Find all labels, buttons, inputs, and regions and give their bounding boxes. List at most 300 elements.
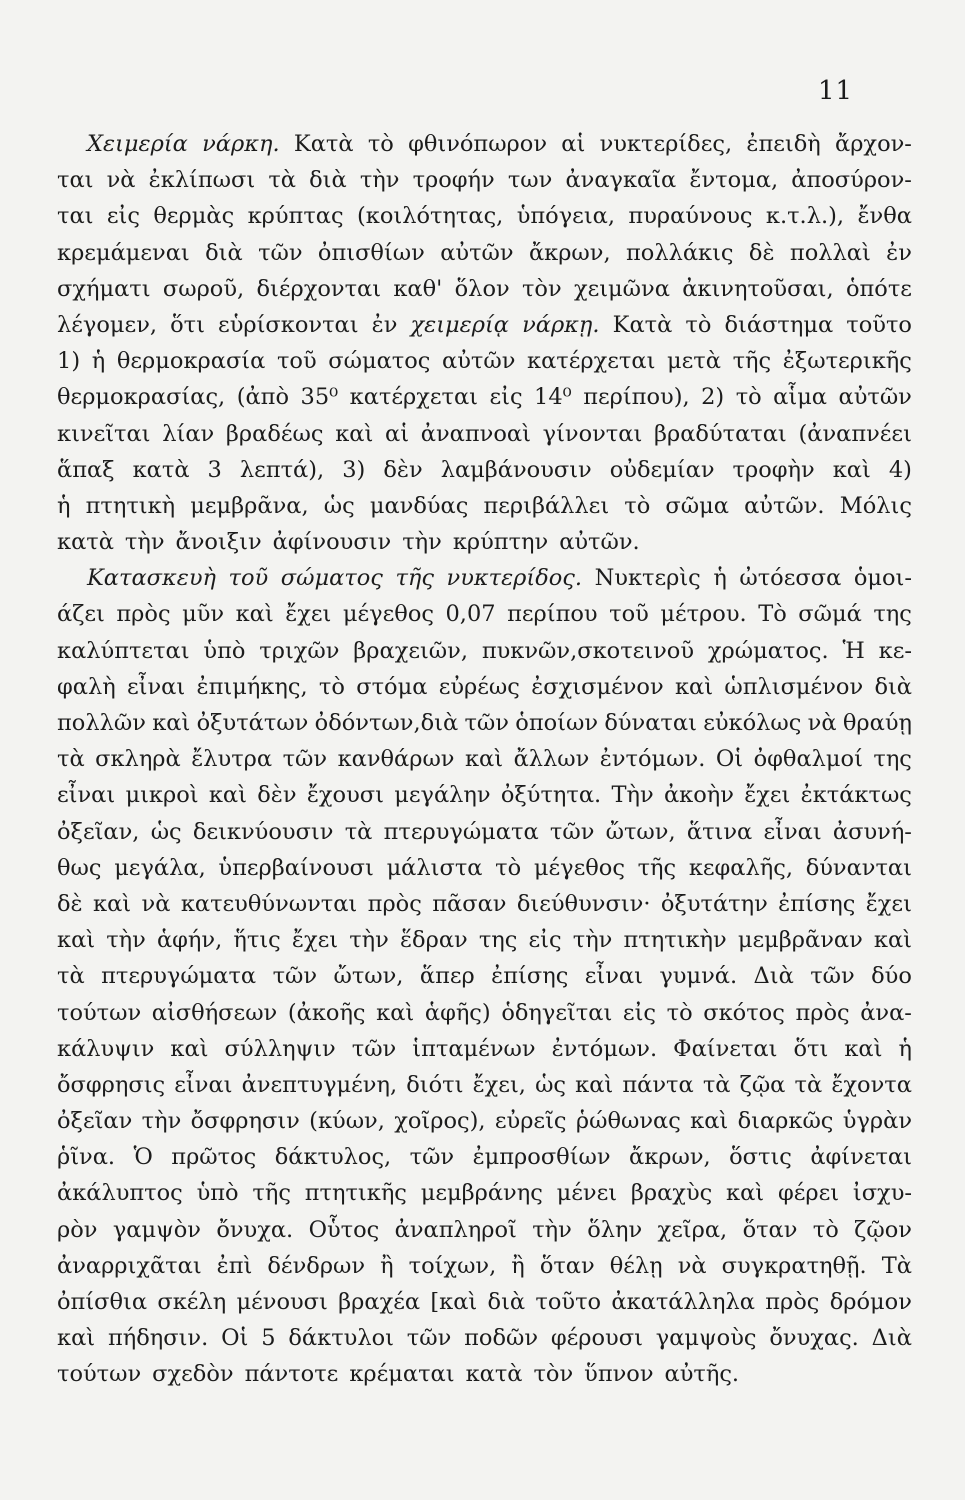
- italic-word: νάρκη.: [202, 131, 280, 157]
- word: χοῖρος),: [394, 1108, 486, 1135]
- text-line: [57, 995, 912, 1031]
- word: ἀκοὴν: [663, 782, 734, 809]
- word: δάκτυλοι: [288, 1325, 394, 1352]
- word: φέρει: [777, 1180, 840, 1207]
- word: άζει: [57, 601, 105, 628]
- word: τριχῶν: [259, 637, 340, 664]
- word: ἀναπληροῖ: [394, 1216, 517, 1243]
- word: ὄσφρησιν: [190, 1108, 300, 1135]
- text-line: [57, 669, 912, 705]
- word: τὸ: [367, 131, 394, 157]
- word: Διὰ: [871, 1325, 912, 1352]
- word: τὰ: [794, 1071, 823, 1098]
- word: ζῷον: [854, 1216, 912, 1243]
- word: 14⁰: [534, 384, 572, 411]
- word: πρὸς: [765, 1289, 820, 1315]
- word: ἀφίνεται: [810, 1144, 912, 1171]
- word: τὸ: [318, 673, 345, 700]
- word: πρὸς: [795, 999, 850, 1026]
- word: ἐν: [371, 311, 398, 338]
- word: τῶν: [406, 1325, 452, 1352]
- word: ἐπειδὴ: [746, 131, 821, 157]
- word: πήδησιν.: [107, 1325, 209, 1352]
- word: τὸ: [685, 311, 712, 338]
- word: ἐκτάκτως: [800, 782, 912, 809]
- word: ὀδόντων,διὰ: [314, 710, 459, 736]
- word: πολλαὶ: [789, 239, 871, 266]
- text-line: [57, 343, 912, 379]
- word: αἷμα: [773, 384, 828, 411]
- word: πτερυγώματα: [101, 963, 257, 990]
- text-line: [57, 741, 912, 777]
- word: [καὶ: [430, 1289, 478, 1315]
- word: πτερυγώματα: [383, 818, 539, 845]
- word: μικροὶ: [125, 782, 199, 809]
- text-line: [57, 596, 912, 632]
- word: πτητικὴ: [85, 492, 176, 519]
- word: ὁπότε: [845, 275, 912, 302]
- word: τὴν: [124, 529, 165, 556]
- word: τῆς: [732, 348, 772, 375]
- word: περιβάλλει: [483, 492, 610, 519]
- word: θραύῃ: [842, 710, 912, 736]
- italic-word: σώματος: [280, 565, 383, 592]
- text-line: [57, 1103, 912, 1139]
- word: καὶ: [57, 927, 96, 954]
- word: ὅτι: [170, 311, 205, 338]
- word: διὰ: [874, 673, 912, 700]
- word: εἶναι: [57, 782, 116, 809]
- word: τὰ: [344, 818, 373, 845]
- word: 3: [207, 456, 222, 483]
- word: ἀκινητοῦσαι,: [682, 275, 834, 302]
- word: ὀξυτάτην: [660, 890, 768, 917]
- text-line: [57, 850, 912, 886]
- word: τὰ: [702, 1071, 731, 1098]
- word: καλύπτεται: [57, 637, 190, 664]
- word: ἔντομα,: [689, 167, 779, 194]
- text-line: [57, 1320, 912, 1356]
- text-line: [57, 271, 912, 307]
- word: κανθάρων: [337, 746, 455, 773]
- word: Τὴν: [611, 782, 654, 809]
- word: εὐκόλως: [703, 710, 802, 736]
- word: τὸν: [521, 275, 562, 302]
- word: ἄρχον-: [835, 131, 912, 157]
- word: θερμοκρασίας,: [57, 384, 226, 411]
- word: τροφὴν: [732, 456, 815, 483]
- word: σῶμά: [798, 601, 862, 628]
- word: ἀσυνή-: [832, 818, 912, 845]
- word: κε-: [878, 637, 912, 664]
- word: ἕδραν: [399, 927, 468, 954]
- word: σώματος: [328, 348, 431, 375]
- word: 3): [342, 456, 366, 483]
- word: διεύθυνσιν·: [516, 890, 651, 917]
- word: λαμβάνουσιν: [440, 456, 592, 483]
- word: λίαν: [162, 420, 215, 447]
- word: θερμοκρασία: [116, 348, 266, 375]
- word: δάκτυλος,: [274, 1144, 392, 1171]
- word: ἔχει: [744, 782, 791, 809]
- word: τροφήν: [412, 167, 495, 194]
- word: κατὰ: [132, 456, 190, 483]
- word: Ἡ: [842, 637, 865, 664]
- word: τοῦ: [276, 348, 317, 375]
- word: ποδῶν: [464, 1325, 539, 1352]
- word: ὤτων,: [333, 963, 404, 990]
- word: κατέρχεται: [527, 348, 656, 375]
- word: σῶμα: [665, 492, 729, 519]
- word: ὑπὸ: [196, 1180, 239, 1207]
- word: πρῶτος: [171, 1144, 257, 1171]
- italic-word: τῆς: [395, 565, 434, 592]
- italic-word: χειμερίᾳ: [410, 311, 509, 338]
- word: κατὰ: [465, 1361, 523, 1388]
- word: καὶ: [674, 673, 714, 700]
- word: τὰ: [57, 963, 85, 990]
- word: σκληρὰ: [95, 746, 181, 773]
- word: καὶ: [335, 420, 374, 447]
- word: λέγομεν,: [57, 311, 158, 338]
- word: συγκρατηθῇ.: [721, 1252, 867, 1279]
- word: καὶ: [575, 1071, 614, 1098]
- word: τῶν: [464, 710, 509, 736]
- word: ἐντόμων.: [599, 746, 706, 773]
- word: ὡπλισμένον: [724, 673, 864, 700]
- word: κρέμαται: [349, 1361, 455, 1388]
- word: Τὰ: [881, 1252, 912, 1279]
- word: τοίχων,: [408, 1252, 497, 1279]
- word: περίπου: [507, 601, 598, 628]
- word: της: [478, 927, 518, 954]
- word: καὶ: [152, 710, 191, 736]
- word: αἰσθήσεων: [151, 999, 278, 1026]
- word: εὐρεῖς: [494, 1108, 567, 1135]
- word: κρύπτην: [452, 529, 549, 556]
- word: τὸ: [735, 384, 762, 411]
- word: ἁφῆς): [424, 999, 491, 1026]
- word: ὅτι: [793, 1035, 829, 1062]
- word: καθ': [393, 275, 443, 302]
- word: 35⁰: [300, 384, 339, 411]
- word: δύο: [871, 963, 912, 990]
- word: Φαίνεται: [673, 1035, 778, 1062]
- word: δὲν: [383, 456, 423, 483]
- text-line: [57, 235, 912, 271]
- word: τῶν: [258, 239, 303, 266]
- word: ἄκρων,: [528, 239, 611, 266]
- word: κρεμάμεναι: [57, 239, 190, 266]
- text-line: [57, 379, 912, 415]
- text-line: [57, 198, 912, 234]
- word: διὰ: [309, 167, 347, 194]
- word: ἔχει: [285, 601, 332, 628]
- word: ἀναπνοαὶ: [420, 420, 531, 447]
- word: εἰς: [106, 203, 140, 230]
- word: Ὁ: [133, 1144, 153, 1171]
- word: ὀξύτητα.: [500, 782, 602, 809]
- word: διαρκῶς: [737, 1108, 834, 1135]
- word: καὶ: [464, 746, 504, 773]
- word: τοῦ: [609, 601, 649, 628]
- word: ἄλλων: [513, 746, 590, 773]
- word: ὑγρὰν: [842, 1108, 912, 1135]
- word: τὰ: [268, 167, 296, 194]
- word: διέρχονται: [256, 275, 382, 302]
- word: ἀνα-: [860, 999, 912, 1026]
- word: γυμνά.: [659, 963, 738, 990]
- text-line: [57, 162, 912, 198]
- word: τῶν: [282, 746, 328, 773]
- word: Κατὰ: [612, 311, 673, 338]
- word: νυκτερίδες,: [599, 131, 733, 157]
- word: (ἀπὸ: [236, 384, 290, 411]
- word: δὲ: [748, 239, 775, 266]
- word: πάντα: [622, 1071, 694, 1098]
- word: ὤτων,: [605, 818, 676, 845]
- word: πυκνῶν,σκοτεινοῦ: [481, 637, 695, 664]
- word: (ἀκοῆς: [287, 999, 366, 1026]
- text-line: [57, 1175, 912, 1211]
- word: κάλυψιν: [57, 1035, 155, 1062]
- word: στόμα: [356, 673, 428, 700]
- word: ἔχει,: [472, 1071, 526, 1098]
- word: καὶ: [690, 1108, 729, 1135]
- word: καὶ: [57, 1325, 96, 1352]
- word: μετὰ: [667, 348, 721, 375]
- word: τούτων: [57, 999, 142, 1026]
- word: φαλὴ: [57, 673, 116, 700]
- word: ὑπερβαίνουσι: [218, 854, 374, 881]
- word: τῶν: [351, 1035, 397, 1062]
- word: κατέρχεται: [349, 384, 478, 411]
- word: ἔχει: [291, 927, 339, 954]
- word: τῶν: [272, 963, 318, 990]
- word: των: [507, 167, 553, 194]
- word: ται: [57, 203, 94, 230]
- word: σκέλη: [157, 1289, 227, 1315]
- text-line: [57, 705, 912, 741]
- word: καὶ: [376, 999, 415, 1026]
- word: σχήματι: [57, 275, 151, 302]
- word: ὄνυχα.: [216, 1216, 294, 1243]
- word: (κύων,: [309, 1108, 385, 1135]
- word: αἱ: [385, 420, 410, 447]
- word: εἶναι: [174, 1071, 233, 1098]
- word: διάστημα: [724, 311, 834, 338]
- word: σχεδὸν: [152, 1361, 234, 1388]
- word: ὅταν: [539, 1252, 595, 1279]
- text-line: [57, 416, 912, 452]
- word: ἢ: [380, 1252, 394, 1279]
- word: κεφαλῆς,: [688, 854, 793, 881]
- word: ἡ: [713, 565, 727, 592]
- word: ἅτινα: [686, 818, 753, 845]
- word: ῥῖνα.: [57, 1144, 116, 1171]
- word: ἐπιμήκης,: [196, 673, 308, 700]
- word: ἀκάλυπτος: [57, 1180, 183, 1207]
- word: ἢ: [511, 1252, 525, 1279]
- word: ἐπίσης: [778, 890, 856, 917]
- word: βραδύταται: [653, 420, 787, 447]
- word: ὡς: [323, 492, 355, 519]
- word: ὁδηγεῖται: [501, 999, 613, 1026]
- word: 4): [888, 456, 912, 483]
- word: ἄκρων,: [629, 1144, 711, 1171]
- text-line: [57, 958, 912, 994]
- word: δὲν: [257, 782, 297, 809]
- word: θερμὰς: [153, 203, 235, 230]
- word: φθινόπωρον: [408, 131, 548, 157]
- text-line: [57, 1067, 912, 1103]
- word: πολλῶν: [57, 710, 146, 736]
- word: Οἱ: [221, 1325, 249, 1352]
- word: ἐν: [886, 239, 912, 266]
- body-text: [57, 126, 912, 1393]
- word: ἐμπροσθίων: [472, 1144, 611, 1171]
- word: γίνονται: [542, 420, 643, 447]
- word: οὐδεμίαν: [609, 456, 715, 483]
- word: ἐκλίπωσι: [148, 167, 256, 194]
- word: 1): [57, 348, 81, 375]
- word: πτητικὴν: [623, 927, 727, 954]
- word: (κοιλότητας,: [356, 203, 504, 230]
- word: ἅπαξ: [57, 456, 115, 483]
- word: ἄνοιξιν: [175, 529, 262, 556]
- word: πυραύνους: [628, 203, 753, 230]
- word: νὰ: [106, 167, 136, 194]
- word: δένδρων: [267, 1252, 366, 1279]
- word: ὅταν: [742, 1216, 798, 1243]
- word: τοῦτο: [846, 311, 912, 338]
- word: μανδύας: [369, 492, 469, 519]
- word: βραχὺς: [630, 1180, 713, 1207]
- italic-word: νυκτερίδος.: [446, 565, 583, 592]
- word: Διὰ: [753, 963, 794, 990]
- text-line: [57, 1139, 912, 1175]
- word: καὶ: [844, 1035, 883, 1062]
- word: ὅστις: [729, 1144, 792, 1171]
- text-line: [57, 922, 912, 958]
- word: τὴν: [402, 529, 442, 556]
- word: ὁμοι-: [853, 565, 912, 592]
- word: τὴν: [359, 167, 400, 194]
- text-line: [57, 488, 912, 524]
- word: ὀξυτάτων: [196, 710, 309, 736]
- word: τῶν: [810, 963, 855, 990]
- word: εἶναι: [763, 818, 822, 845]
- word: ὀξεῖαν,: [57, 818, 140, 845]
- word: τὸ: [495, 854, 522, 881]
- word: ἀκατάλληλα: [611, 1289, 755, 1315]
- word: ἰσχυ-: [852, 1180, 912, 1207]
- text-line: [57, 777, 912, 813]
- word: ἅπερ: [419, 963, 475, 990]
- word: ἁφήν,: [156, 927, 223, 954]
- word: αὐτῆς.: [664, 1361, 740, 1388]
- word: γαμψοὺς: [655, 1325, 757, 1352]
- word: ὕπνον: [584, 1361, 654, 1388]
- word: πτητικῆς: [304, 1180, 407, 1207]
- word: τὴν: [349, 927, 389, 954]
- text-line: [57, 1212, 912, 1248]
- text-line: [57, 1356, 912, 1392]
- word: 2): [701, 384, 725, 411]
- word: ἔχει: [865, 890, 912, 917]
- word: λεπτά),: [239, 456, 325, 483]
- word: τῶν: [409, 1144, 455, 1171]
- word: μένουσι: [236, 1289, 328, 1315]
- word: τὰ: [57, 746, 85, 773]
- word: χρώματος.: [707, 637, 829, 664]
- word: τῆς: [252, 1180, 291, 1207]
- word: πρὸς: [116, 601, 171, 628]
- word: τὴν: [106, 927, 146, 954]
- word: δρόμον: [829, 1289, 912, 1315]
- word: Κατὰ: [293, 131, 354, 157]
- word: ἐξωτερικῆς: [782, 348, 912, 375]
- page-number: 11: [818, 76, 854, 106]
- word: τὸν: [533, 1361, 574, 1388]
- word: καὶ: [93, 890, 132, 917]
- word: εἰς: [528, 927, 562, 954]
- word: νὰ: [807, 710, 837, 736]
- word: τὸ: [812, 1216, 839, 1243]
- word: εὑρίσκονται: [218, 311, 359, 338]
- text-line: [57, 126, 912, 162]
- word: καὶ: [873, 927, 912, 954]
- word: περίπου),: [583, 384, 690, 411]
- word: θως: [57, 854, 102, 881]
- word: μεμβρᾶνα,: [190, 492, 309, 519]
- paragraph: [57, 126, 912, 560]
- word: διὰ: [205, 239, 243, 266]
- word: μέγεθος: [342, 601, 434, 628]
- word: κατὰ: [57, 529, 114, 556]
- word: ὁποίων: [515, 710, 599, 736]
- word: Οἱ: [715, 746, 744, 773]
- italic-word: Χειμερία: [87, 131, 188, 157]
- word: ὅλον: [454, 275, 510, 302]
- word: τὴν: [572, 927, 613, 954]
- word: τὸ: [624, 492, 651, 519]
- word: πολλάκις: [626, 239, 734, 266]
- word: ἱπταμένων: [412, 1035, 536, 1062]
- word: βραδέως: [225, 420, 324, 447]
- italic-word: τοῦ: [228, 565, 269, 592]
- word: καὶ: [726, 1180, 765, 1207]
- text-line: [57, 1031, 912, 1067]
- word: ἡ: [57, 492, 71, 519]
- italic-word: νάρκῃ.: [522, 311, 600, 338]
- word: αἱ: [561, 131, 586, 157]
- word: βραχειῶν,: [353, 637, 468, 664]
- word: εὐρέως: [438, 673, 520, 700]
- word: καὶ: [235, 601, 274, 628]
- word: εἰς: [489, 384, 523, 411]
- text-line: [57, 452, 912, 488]
- word: γαμψὸν: [112, 1216, 201, 1243]
- word: τῶν: [549, 818, 595, 845]
- word: ἐπὶ: [216, 1252, 253, 1279]
- word: μεγάλα,: [114, 854, 206, 881]
- word: μεμβρᾶναν: [737, 927, 863, 954]
- word: μεγάλην: [394, 782, 491, 809]
- word: της: [873, 746, 912, 773]
- word: ὀπισθίων: [317, 239, 425, 266]
- word: ὡς: [535, 1071, 567, 1098]
